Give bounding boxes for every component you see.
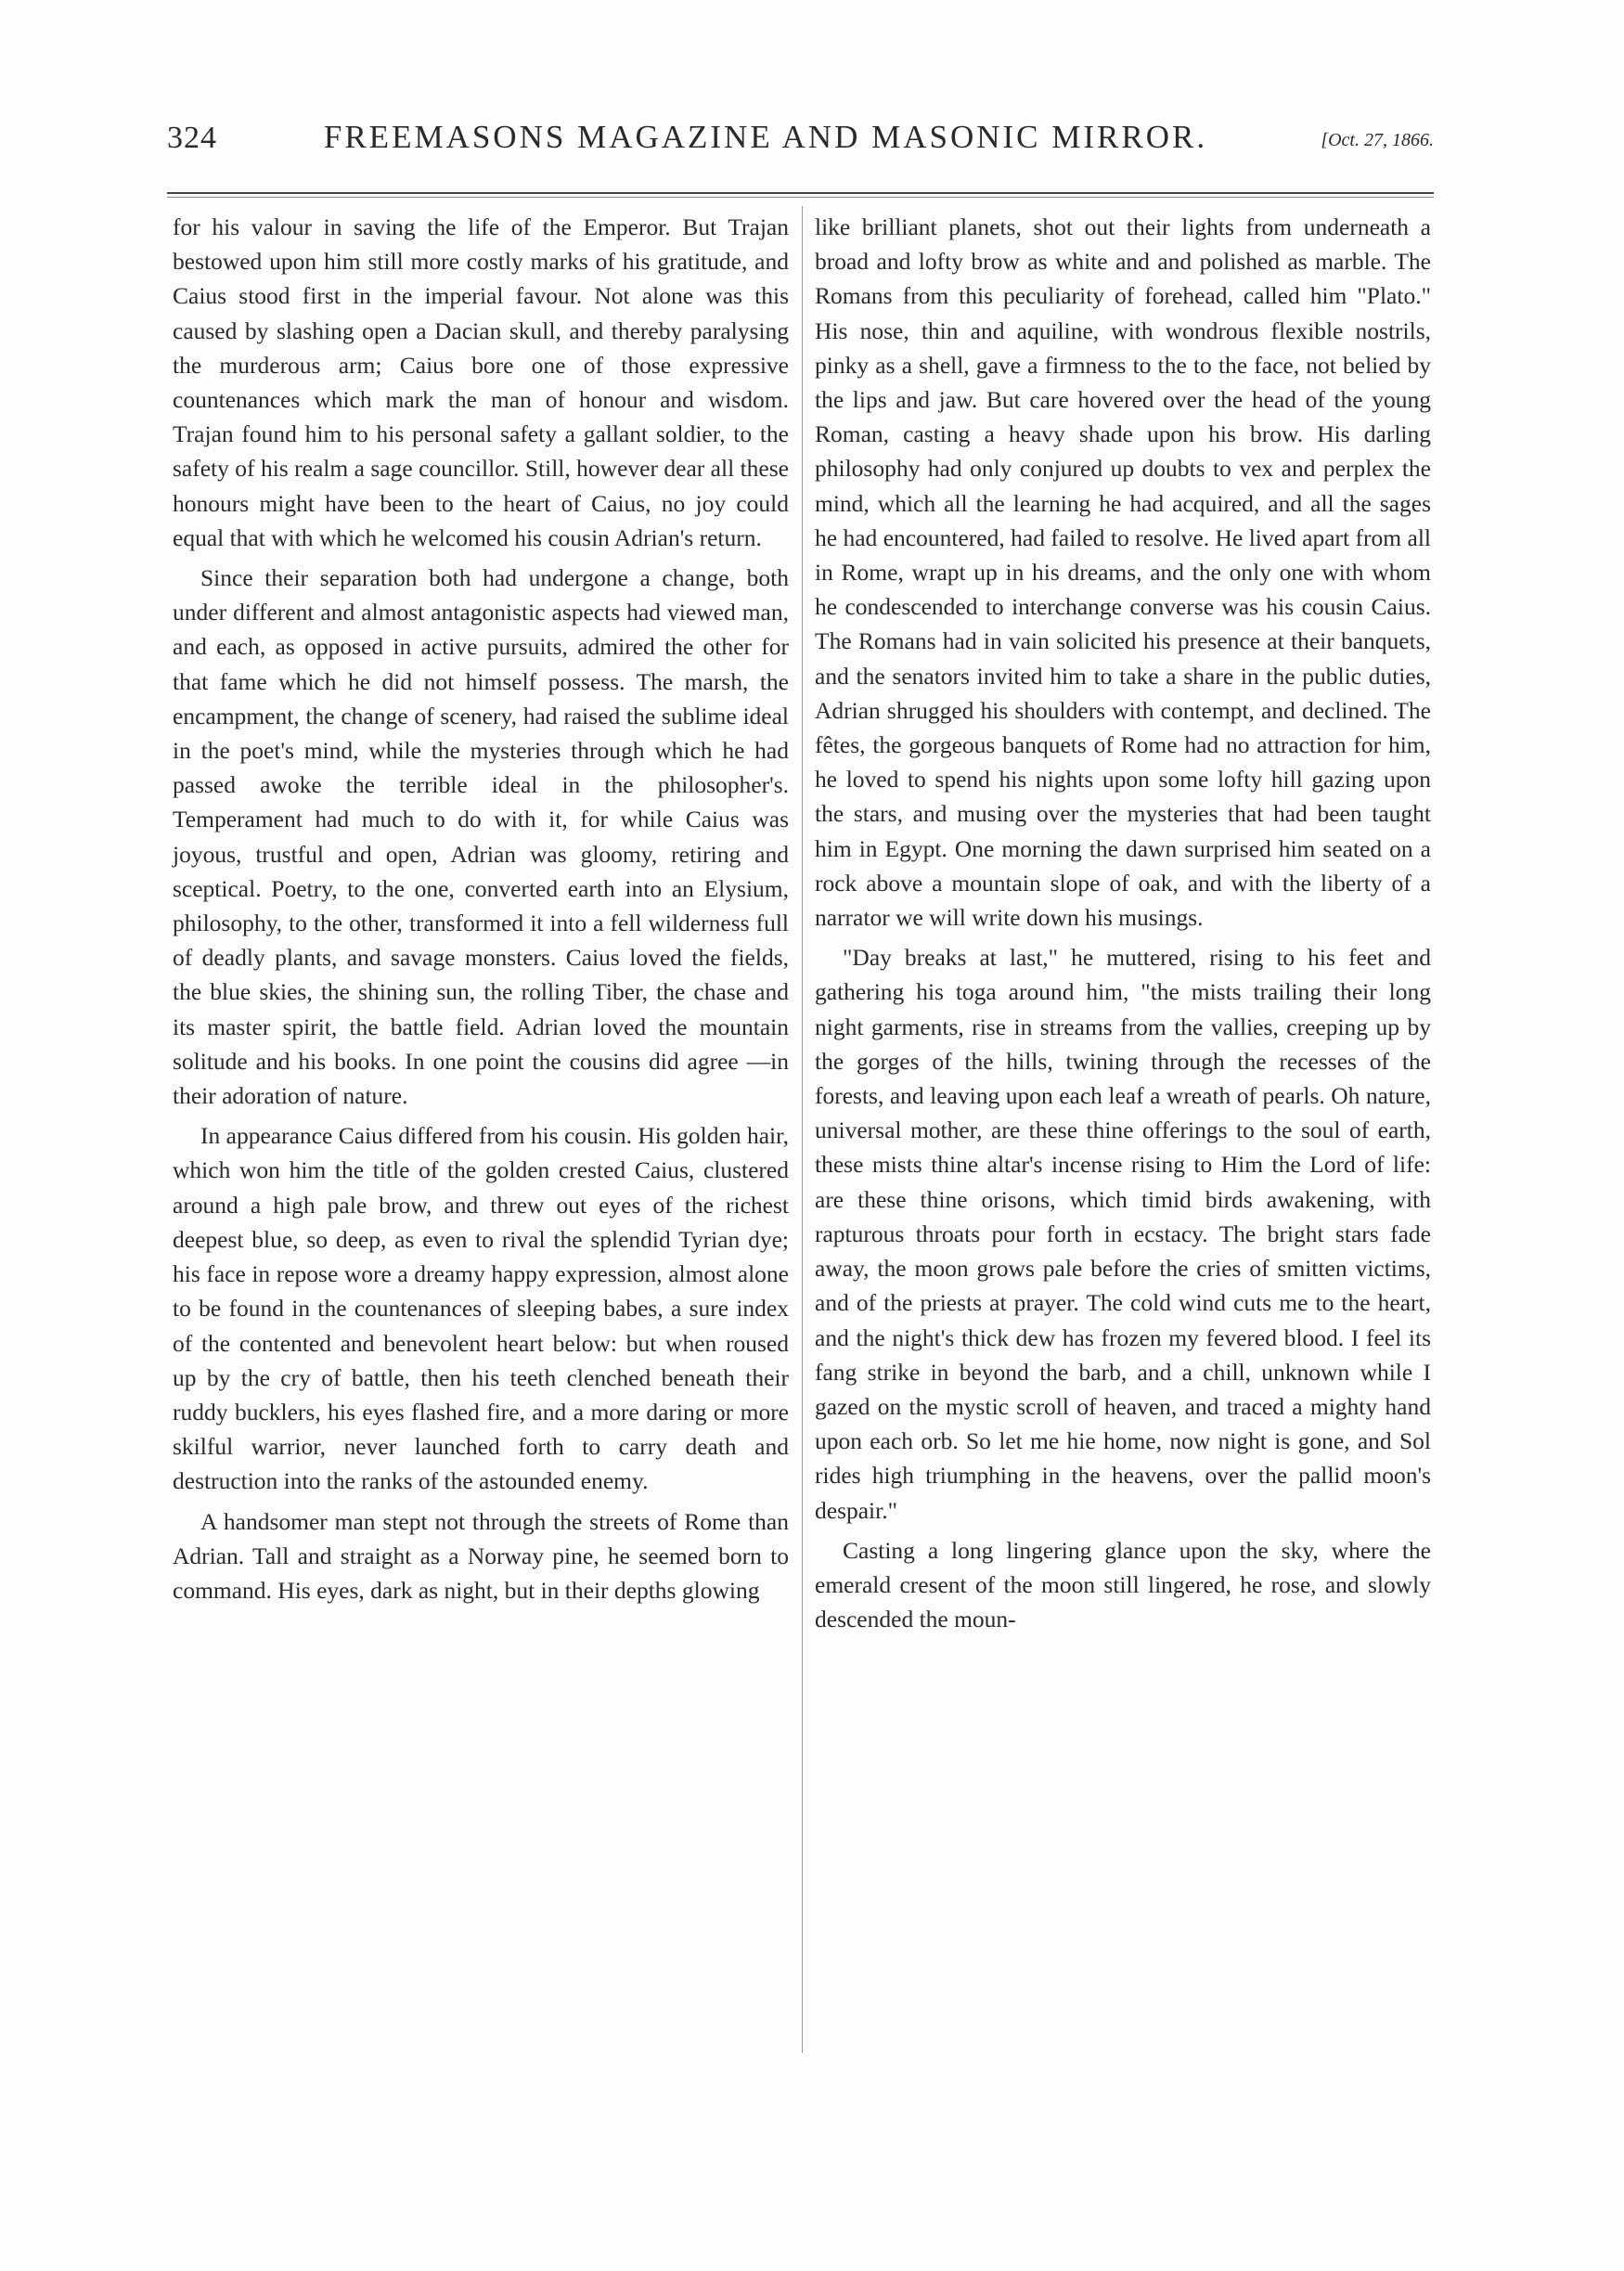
page-header	[167, 119, 1434, 174]
left-column	[173, 210, 789, 1613]
paragraph: "Day breaks at last," he muttered, rising to his feet and gathering his toga around him, "the mists trailing their long night garments, rise in streams from the vallies, creeping up by the gorges of the hills, twining through the recesses of the forests, and leaving upon each leaf a wreath of pearls. Oh nature, universal mother, are these thine offerings to the soul of earth, these mists thine altar's incense rising to Him the Lord of life: are these thine orisons, which timid birds awakening, with rapturous throats pour forth in ecstacy. The bright stars fade away, the moon grows pale before the cries of smitten victims, and of the priests at prayer. The cold wind cuts me to the heart, and the night's thick dew has frozen my fevered blood. I feel its fang strike in beyond the barb, and a chill, unknown while I gazed on the mystic scroll of heaven, and traced a mighty hand upon each orb. So let me hie home, now night is gone, and Sol rides high triumphing in the heavens, over the pallid moon's despair."	[815, 944, 1431, 1524]
page-number: 324	[167, 121, 217, 155]
paragraph: In appearance Caius differed from his cousin. His golden hair, which won him the title of the golden crested Caius, clustered around a high pale brow, and threw out eyes of the richest deepest blue, so deep, as even to rival the splendid Tyrian dye; his face in repose wore a dreamy happy expression, almost alone to be found in the countenances of sleeping babes, a sure index of the contented and benevolent heart below: but when roused up by the cry of battle, then his teeth clenched beneath their ruddy bucklers, his eyes flashed fire, and a more daring or more skilful warrior, never launched forth to carry death and destruction into the ranks of the astounded enemy.	[173, 1122, 789, 1495]
running-title: FREEMASONS MAGAZINE AND MASONIC MIRROR.	[323, 119, 1208, 155]
right-column	[815, 210, 1431, 1642]
header-rule	[167, 192, 1434, 194]
paragraph: for his valour in saving the life of the Emperor. But Trajan bestowed upon him still more costly marks of his gratitude, and Caius stood first in the imperial favour. Not alone was this caused by slashing open a Dacian skull, and thereby paralysing the murderous arm; Caius bore one of those expressive countenances which mark the man of honour and wisdom. Trajan found him to his personal safety a gallant soldier, to the safety of his realm a sage councillor. Still, however dear all these honours might have been to the heart of Caius, no joy could equal that with which he welcomed his cousin Adrian's return.	[173, 213, 789, 551]
column-divider	[802, 206, 803, 2053]
paragraph: Casting a long lingering glance upon the sky, where the emerald cresent of the moon still lingered, he rose, and slowly descended the moun-	[815, 1536, 1431, 1633]
paragraph: like brilliant planets, shot out their lights from underneath a broad and lofty brow as white and and polished as marble. The Romans from this peculiarity of forehead, called him "Plato." His nose, thin and aquiline, with wondrous flexible nostrils, pinky as a shell, gave a firmness to the to the face, not belied by the lips and jaw. But care hovered over the head of the young Roman, casting a heavy shade upon his brow. His darling philosophy had only conjured up doubts to vex and perplex the mind, which all the learning he had acquired, and all the sages he had encountered, had failed to resolve. He lived apart from all in Rome, wrapt up in his dreams, and the only one with whom he condescended to interchange converse was his cousin Caius. The Romans had in vain solicited his presence at their banquets, and the senators invited him to take a share in the public duties, Adrian shrugged his shoulders with contempt, and declined. The fêtes, the gorgeous banquets of Rome had no attraction for him, he loved to spend his nights upon some lofty hill gazing upon the stars, and musing over the mysteries that had been taught him in Egypt. One morning the dawn surprised him seated on a rock above a mountain slope of oak, and with the liberty of a narrator we will write down his musings.	[815, 213, 1431, 932]
header-rule-thin	[167, 197, 1434, 198]
issue-date: [Oct. 27, 1866.	[1321, 130, 1434, 150]
paragraph: Since their separation both had undergone a change, both under different and almost antagonistic aspects had viewed man, and each, as opposed in active pursuits, admired the other for that fame which he did not himself possess. The marsh, the encampment, the change of scenery, had raised the sublime ideal in the poet's mind, while the mysteries through which he had passed awoke the terrible ideal in the philosopher's. Temperament had much to do with it, for while Caius was joyous, trustful and open, Adrian was gloomy, retiring and sceptical. Poetry, to the one, converted earth into an Elysium, philosophy, to the other, transformed it into a fell wilderness full of deadly plants, and savage monsters. Caius loved the fields, the blue skies, the shining sun, the rolling Tiber, the chase and its master spirit, the battle field. Adrian loved the mountain solitude and his books. In one point the cousins did agree —in their adoration of nature.	[173, 564, 789, 1110]
paragraph: A handsomer man stept not through the streets of Rome than Adrian. Tall and straight as a Norway pine, he seemed born to command. His eyes, dark as night, but in their depths glowing	[173, 1507, 789, 1604]
